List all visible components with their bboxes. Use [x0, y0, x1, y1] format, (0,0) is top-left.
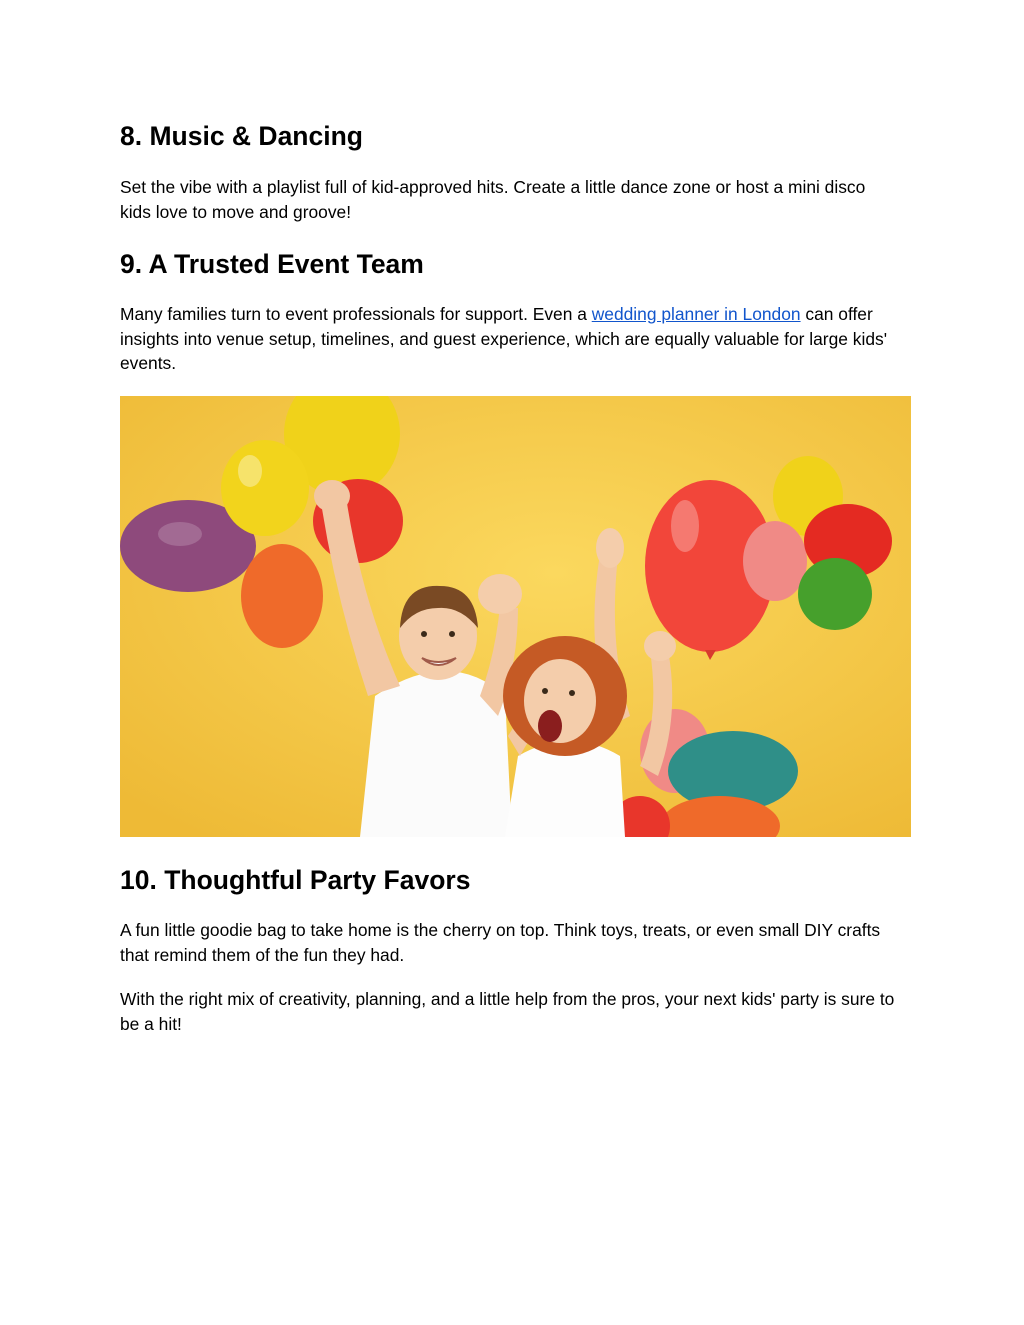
closing-paragraph: With the right mix of creativity, planning, and a little help from the pros, your next kids' party is sure to be a hit! [120, 989, 895, 1034]
wedding-planner-link[interactable]: wedding planner in London [591, 304, 801, 324]
section-8-paragraph: Set the vibe with a playlist full of kid-approved hits. Create a little dance zone or host a mini disco kids love to move and groove! [120, 177, 866, 222]
section-10-heading: 10. Thoughtful Party Favors [120, 865, 471, 895]
section-9-paragraph [120, 302, 900, 376]
balloon-pink-right [743, 521, 807, 601]
balloon-yellow-left [221, 440, 309, 536]
section-8-heading: 8. Music & Dancing [120, 121, 363, 151]
section-9-heading: 9. A Trusted Event Team [120, 249, 424, 279]
balloon-orange-left [241, 544, 323, 648]
balloon-green [798, 558, 872, 630]
section-9-text-after-link: can offer insights into venue setup, timelines, and guest experience, which are equally valuable for large kids' events. [120, 304, 888, 373]
kids-party-photo [120, 396, 911, 837]
section-9-text-before-link: Many families turn to event professionals for support. Even a [120, 304, 592, 324]
section-10-paragraph: A fun little goodie bag to take home is the cherry on top. Think toys, treats, or even small DIY crafts that remind them of the fun they had. [120, 920, 881, 965]
